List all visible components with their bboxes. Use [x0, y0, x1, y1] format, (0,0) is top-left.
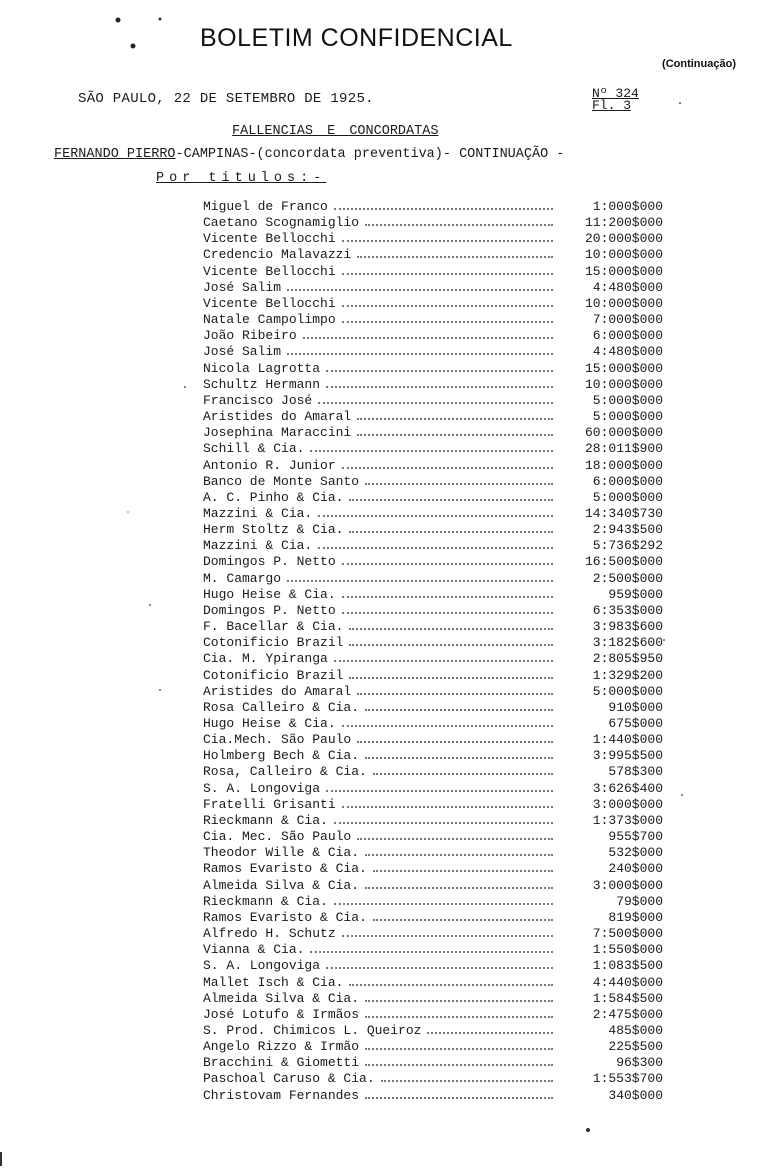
creditor-name: Natale Campolimpo: [203, 312, 336, 328]
creditor-row: [203, 781, 663, 797]
case-name: FERNANDO PIERRO: [54, 147, 176, 162]
creditor-name: Ramos Evaristo & Cia.: [203, 861, 367, 877]
dot-leader: [287, 344, 553, 355]
dot-leader: [342, 296, 553, 307]
creditor-name: Mazzini & Cia.: [203, 538, 313, 554]
creditor-row: [203, 1023, 663, 1039]
credit-amount: 16:500$000: [584, 554, 663, 570]
creditor-name: Aristides do Amaral: [203, 409, 352, 425]
creditor-row: [203, 991, 663, 1007]
creditor-row: [203, 684, 663, 700]
creditor-row: [203, 894, 663, 910]
creditor-name: Cotonificio Brazil: [203, 635, 344, 651]
creditor-row: [203, 910, 663, 926]
dot-leader: [342, 926, 553, 937]
credit-amount: 6:353$000: [592, 602, 663, 618]
creditor-name: Vicente Bellocchi: [203, 263, 336, 279]
creditor-row: [203, 619, 663, 635]
dot-leader: [381, 1071, 553, 1082]
credit-amount: 578$300: [608, 764, 663, 780]
dot-leader: [365, 215, 553, 226]
credit-amount: 4:480$000: [592, 344, 663, 360]
creditor-name: José Salim: [203, 344, 282, 360]
dot-leader: [365, 1007, 553, 1018]
creditor-row: [203, 878, 663, 894]
speck: [184, 386, 186, 388]
creditor-name: José Lotufo & Irmãos: [203, 1006, 360, 1022]
creditor-row: [203, 1039, 663, 1055]
creditor-name: Vianna & Cia.: [203, 942, 305, 958]
creditor-name: Bracchini & Giometti: [203, 1055, 360, 1071]
creditor-name: Schill & Cia.: [203, 441, 305, 457]
creditor-row: [203, 247, 663, 263]
dot-leader: [349, 490, 553, 501]
dot-leader: [303, 328, 553, 339]
credit-amount: 20:000$000: [584, 231, 663, 247]
continuation-label: (Continuação): [662, 58, 736, 70]
dot-leader: [318, 538, 553, 549]
credit-amount: 1:000$000: [592, 199, 663, 214]
creditor-row: [203, 975, 663, 991]
credit-amount: 532$000: [608, 845, 663, 861]
creditor-name: Domingos P. Netto: [203, 602, 336, 618]
creditor-row: [203, 635, 663, 651]
dot-leader: [357, 409, 553, 420]
credit-amount: 5:000$000: [592, 392, 663, 408]
dateline: SÃO PAULO, 22 DE SETEMBRO DE 1925.: [78, 91, 374, 107]
dot-leader: [326, 377, 553, 388]
credit-amount: 1:553$700: [592, 1071, 663, 1087]
creditor-name: Antonio R. Junior: [203, 457, 336, 473]
creditor-name: Hugo Heise & Cia.: [203, 586, 336, 602]
creditor-row: [203, 280, 663, 296]
dot-leader: [357, 829, 553, 840]
creditor-row: [203, 1055, 663, 1071]
creditor-row: [203, 199, 663, 215]
creditor-name: Miguel de Franco: [203, 199, 328, 214]
credit-amount: 5:000$000: [592, 489, 663, 505]
credit-amount: 3:000$000: [592, 877, 663, 893]
dot-leader: [342, 458, 553, 469]
creditor-row: [203, 506, 663, 522]
creditor-row: [203, 425, 663, 441]
subheading: Por titulos:-: [156, 171, 327, 186]
dot-leader: [334, 199, 553, 210]
creditor-row: [203, 344, 663, 360]
speck: [159, 18, 162, 21]
credit-amount: 225$500: [608, 1039, 663, 1055]
credit-amount: 1:584$500: [592, 990, 663, 1006]
dot-leader: [365, 748, 553, 759]
dot-leader: [349, 635, 553, 646]
dot-leader: [357, 247, 553, 258]
creditor-row: [203, 215, 663, 231]
creditor-row: [203, 732, 663, 748]
dot-leader: [326, 361, 553, 372]
creditor-row: [203, 264, 663, 280]
creditor-name: Fratelli Grisanti: [203, 796, 336, 812]
creditor-row: [203, 764, 663, 780]
credit-amount: 5:000$000: [592, 409, 663, 425]
creditor-name: Holmberg Bech & Cia.: [203, 748, 360, 764]
creditor-row: [203, 845, 663, 861]
speck: [663, 639, 665, 641]
creditor-name: Nicola Lagrotta: [203, 360, 321, 376]
creditor-row: [203, 393, 663, 409]
creditor-row: [203, 587, 663, 603]
reference-box: [592, 88, 639, 112]
credit-amount: 10:000$000: [584, 247, 663, 263]
speck: [679, 102, 681, 104]
creditor-name: Cia. M. Ypiranga: [203, 651, 328, 667]
dot-leader: [357, 684, 553, 695]
dot-leader: [365, 1088, 553, 1099]
creditor-row: [203, 296, 663, 312]
dot-leader: [373, 764, 553, 775]
creditor-name: Cotonificio Brazil: [203, 667, 344, 683]
creditor-row: [203, 377, 663, 393]
creditor-name: Vicente Bellocchi: [203, 295, 336, 311]
creditor-name: Angelo Rizzo & Irmão: [203, 1039, 360, 1055]
credit-amount: 2:805$950: [592, 651, 663, 667]
creditor-row: [203, 651, 663, 667]
creditor-row: [203, 700, 663, 716]
speck: [681, 794, 683, 796]
credit-amount: 959$000: [608, 586, 663, 602]
creditor-name: Josephina Maraccini: [203, 425, 352, 441]
dot-leader: [334, 894, 553, 905]
creditor-name: Francisco José: [203, 392, 313, 408]
creditor-name: Domingos P. Netto: [203, 554, 336, 570]
credit-amount: 819$000: [608, 909, 663, 925]
credit-amount: 79$000: [616, 893, 663, 909]
speck: [127, 511, 129, 513]
dot-leader: [326, 781, 553, 792]
credit-amount: 1:440$000: [592, 732, 663, 748]
creditor-name: Alfredo H. Schutz: [203, 926, 336, 942]
credit-amount: 4:480$000: [592, 279, 663, 295]
creditor-row: [203, 748, 663, 764]
creditor-name: M. Camargo: [203, 570, 282, 586]
dot-leader: [342, 587, 553, 598]
credit-amount: 2:943$500: [592, 522, 663, 538]
speck: [159, 689, 161, 691]
creditor-row: [203, 231, 663, 247]
dot-leader: [310, 441, 553, 452]
creditor-list: [203, 199, 663, 1104]
creditor-name: Almeida Silva & Cia.: [203, 990, 360, 1006]
creditor-name: Mazzini & Cia.: [203, 505, 313, 521]
creditor-name: Credencio Malavazzi: [203, 247, 352, 263]
folio-number: Fl. 3: [592, 98, 632, 113]
dot-leader: [287, 280, 553, 291]
dot-leader: [326, 958, 553, 969]
creditor-row: [203, 538, 663, 554]
creditor-name: João Ribeiro: [203, 328, 297, 344]
creditor-name: Hugo Heise & Cia.: [203, 716, 336, 731]
speck: [149, 604, 151, 606]
credit-amount: 18:000$000: [584, 457, 663, 473]
creditor-row: [203, 441, 663, 457]
dot-leader: [357, 732, 553, 743]
dot-leader: [287, 571, 553, 582]
dot-leader: [342, 554, 553, 565]
creditor-name: S. A. Longoviga: [203, 780, 321, 796]
dot-leader: [365, 1055, 553, 1066]
credit-amount: 240$000: [608, 861, 663, 877]
creditor-name: Almeida Silva & Cia.: [203, 877, 360, 893]
credit-amount: 3:626$400: [592, 780, 663, 796]
creditor-name: Aristides do Amaral: [203, 683, 352, 699]
credit-amount: 1:373$000: [592, 812, 663, 828]
creditor-name: Rosa, Calleiro & Cia.: [203, 764, 367, 780]
creditor-name: F. Bacellar & Cia.: [203, 619, 344, 635]
creditor-row: [203, 1007, 663, 1023]
creditor-row: [203, 861, 663, 877]
creditor-row: [203, 554, 663, 570]
case-line: [54, 147, 564, 162]
dot-leader: [342, 264, 553, 275]
dot-leader: [342, 312, 553, 323]
dot-leader: [310, 942, 553, 953]
dot-leader: [349, 619, 553, 630]
creditor-row: [203, 571, 663, 587]
credit-amount: 675$000: [608, 716, 663, 731]
dot-leader: [357, 425, 553, 436]
creditor-row: [203, 603, 663, 619]
credit-amount: 10:000$000: [584, 295, 663, 311]
creditor-row: [203, 361, 663, 377]
creditor-name: Mallet Isch & Cia.: [203, 974, 344, 990]
credit-amount: 6:000$000: [592, 473, 663, 489]
creditor-row: [203, 312, 663, 328]
creditor-row: [203, 813, 663, 829]
credit-amount: 955$700: [608, 829, 663, 845]
creditor-row: [203, 328, 663, 344]
creditor-name: A. C. Pinho & Cia.: [203, 489, 344, 505]
credit-amount: 2:500$000: [592, 570, 663, 586]
creditor-row: [203, 490, 663, 506]
creditor-name: Rosa Calleiro & Cia.: [203, 699, 360, 715]
credit-amount: 1:329$200: [592, 667, 663, 683]
credit-amount: 5:736$292: [592, 538, 663, 554]
creditor-name: Caetano Scognamiglio: [203, 215, 360, 231]
creditor-name: Rieckmann & Cia.: [203, 812, 328, 828]
creditor-row: [203, 668, 663, 684]
creditor-name: Christovam Fernandes: [203, 1087, 360, 1103]
dot-leader: [318, 393, 553, 404]
creditor-name: Cia.Mech. São Paulo: [203, 732, 352, 748]
dot-leader: [373, 861, 553, 872]
credit-amount: 4:440$000: [592, 974, 663, 990]
speck: [586, 1128, 590, 1132]
credit-amount: 14:340$730: [584, 505, 663, 521]
creditor-row: [203, 458, 663, 474]
creditor-row: [203, 522, 663, 538]
credit-amount: 7:000$000: [592, 312, 663, 328]
creditor-row: [203, 958, 663, 974]
credit-amount: 11:200$000: [584, 215, 663, 231]
credit-amount: 60:000$000: [584, 425, 663, 441]
dot-leader: [342, 603, 553, 614]
dot-leader: [334, 813, 553, 824]
creditor-name: Cia. Mec. São Paulo: [203, 829, 352, 845]
credit-amount: 340$000: [608, 1087, 663, 1103]
dot-leader: [349, 975, 553, 986]
dot-leader: [365, 991, 553, 1002]
dot-leader: [342, 797, 553, 808]
credit-amount: 10:000$000: [584, 376, 663, 392]
bulletin-number: Nº 324: [592, 86, 639, 101]
section-title: FALLENCIAS E CONCORDATAS: [232, 124, 439, 139]
dot-leader: [349, 522, 553, 533]
creditor-row: [203, 474, 663, 490]
credit-amount: 96$300: [616, 1055, 663, 1071]
credit-amount: 1:083$500: [592, 958, 663, 974]
creditor-row: [203, 926, 663, 942]
credit-amount: 7:500$000: [592, 926, 663, 942]
creditor-name: Banco de Monte Santo: [203, 473, 360, 489]
dot-leader: [427, 1023, 553, 1034]
credit-amount: 910$000: [608, 699, 663, 715]
speck: [116, 18, 121, 23]
creditor-row: [203, 409, 663, 425]
page-title: BOLETIM CONFIDENCIAL: [200, 24, 513, 52]
credit-amount: 15:000$000: [584, 360, 663, 376]
creditor-name: Schultz Hermann: [203, 376, 321, 392]
creditor-name: S. Prod. Chimicos L. Queiroz: [203, 1022, 422, 1038]
dot-leader: [365, 845, 553, 856]
dot-leader: [365, 878, 553, 889]
credit-amount: 3:995$500: [592, 748, 663, 764]
creditor-name: Vicente Bellocchi: [203, 231, 336, 247]
case-details: -CAMPINAS-(concordata preventiva)- CONTINUAÇÃO -: [175, 147, 565, 162]
creditor-row: [203, 942, 663, 958]
creditor-name: José Salim: [203, 279, 282, 295]
creditor-name: Theodor Wille & Cia.: [203, 845, 360, 861]
creditor-name: Paschoal Caruso & Cia.: [203, 1071, 375, 1087]
edge-mark: [0, 1152, 2, 1166]
dot-leader: [349, 668, 553, 679]
dot-leader: [365, 474, 553, 485]
credit-amount: 6:000$000: [592, 328, 663, 344]
creditor-name: S. A. Longoviga: [203, 958, 321, 974]
dot-leader: [365, 1039, 553, 1050]
dot-leader: [342, 231, 553, 242]
credit-amount: 1:550$000: [592, 942, 663, 958]
credit-amount: 3:983$600: [592, 619, 663, 635]
creditor-row: [203, 1071, 663, 1087]
credit-amount: 15:000$000: [584, 263, 663, 279]
creditor-name: Herm Stoltz & Cia.: [203, 522, 344, 538]
dot-leader: [373, 910, 553, 921]
dot-leader: [334, 651, 553, 662]
speck: [131, 44, 136, 49]
creditor-row: [203, 1088, 663, 1104]
credit-amount: 3:182$600: [592, 635, 663, 651]
credit-amount: 3:000$000: [592, 796, 663, 812]
credit-amount: 5:000$000: [592, 683, 663, 699]
dot-leader: [365, 700, 553, 711]
dot-leader: [342, 716, 553, 727]
creditor-row: [203, 716, 663, 732]
creditor-row: [203, 797, 663, 813]
credit-amount: 2:475$000: [592, 1006, 663, 1022]
creditor-name: Ramos Evaristo & Cia.: [203, 909, 367, 925]
dot-leader: [318, 506, 553, 517]
creditor-row: [203, 829, 663, 845]
creditor-name: Rieckmann & Cia.: [203, 893, 328, 909]
credit-amount: 485$000: [608, 1022, 663, 1038]
credit-amount: 28:011$900: [584, 441, 663, 457]
